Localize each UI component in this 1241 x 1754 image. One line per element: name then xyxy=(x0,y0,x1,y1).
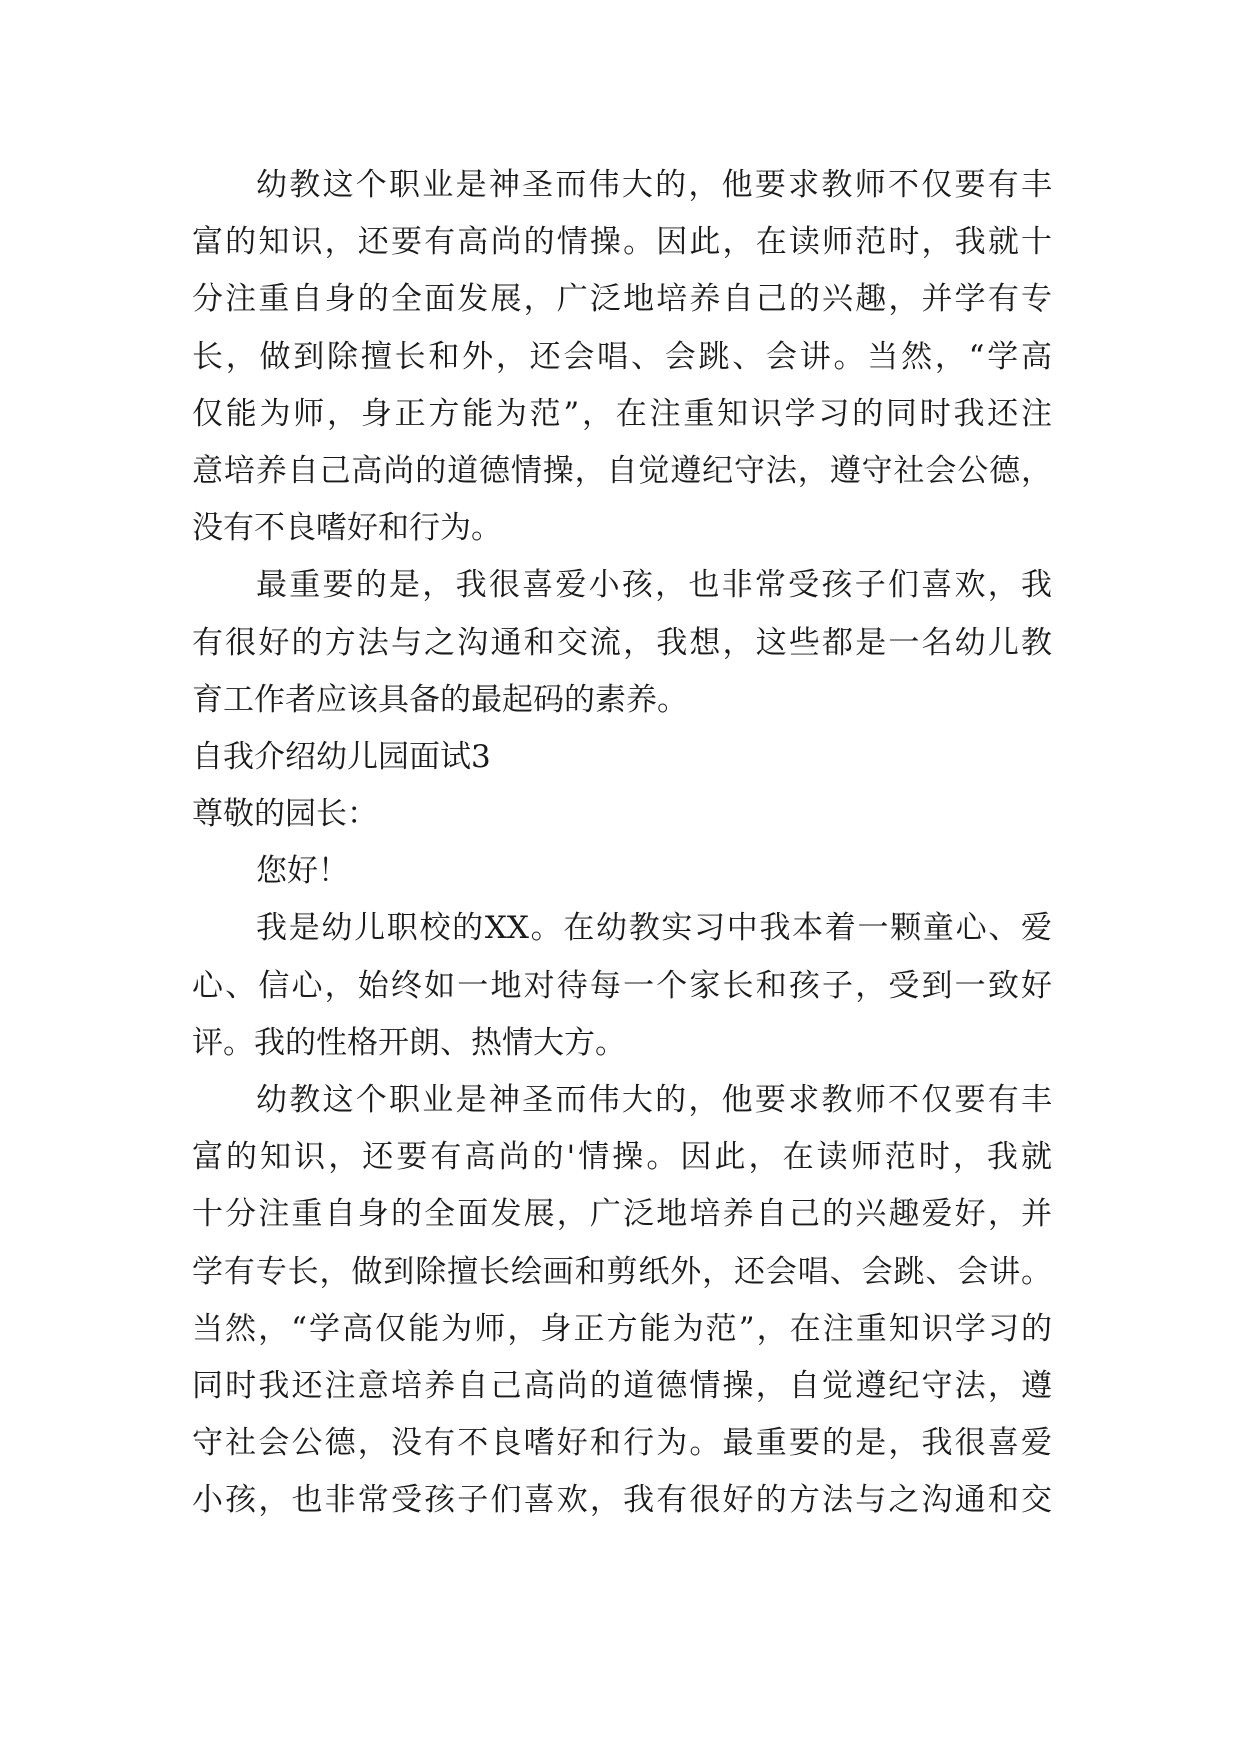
text-line: 仅能为师，身正方能为范”，在注重知识学习的同时我还注 xyxy=(192,395,1052,432)
section-heading xyxy=(192,729,1052,786)
text-line: 长，做到除擅长和外，还会唱、会跳、会讲。当然，“学高 xyxy=(192,338,1052,375)
text-line: 我是幼儿职校的XX。在幼教实习中我本着一颗童心、爱 xyxy=(256,910,1052,947)
text-line: 富的知识，还要有高尚的'情操。因此，在读师范时，我就 xyxy=(192,1139,1052,1176)
text-line: 幼教这个职业是神圣而伟大的，他要求教师不仅要有丰 xyxy=(256,167,1052,203)
text-line: 守社会公德，没有不良嗜好和行为。最重要的是，我很喜爱 xyxy=(192,1425,1052,1462)
text-line: 小孩，也非常受孩子们喜欢，我有很好的方法与之沟通和交 xyxy=(192,1482,1052,1519)
document-body xyxy=(192,157,1052,1530)
text-line: 评。我的性格开朗、热情大方。 xyxy=(192,1024,626,1061)
salutation-text: 尊敬的园长： xyxy=(192,796,378,833)
text-line: 育工作者应该具备的最起码的素养。 xyxy=(192,681,688,718)
paragraph-1 xyxy=(192,157,1052,557)
text-line: 学有专长，做到除擅长绘画和剪纸外，还会唱、会跳、会讲。 xyxy=(192,1253,1052,1290)
text-line: 意培养自己高尚的道德情操，自觉遵纪守法，遵守社会公德， xyxy=(192,452,1052,489)
text-line: 当然，“学高仅能为师，身正方能为范”，在注重知识学习的 xyxy=(192,1310,1052,1347)
text-line: 富的知识，还要有高尚的情操。因此，在读师范时，我就十 xyxy=(192,224,1052,261)
text-line: 没有不良嗜好和行为。 xyxy=(192,510,502,547)
text-line: 有很好的方法与之沟通和交流，我想，这些都是一名幼儿教 xyxy=(192,624,1052,661)
paragraph-3 xyxy=(192,900,1052,1072)
greeting xyxy=(192,843,1052,900)
text-line: 十分注重自身的全面发展，广泛地培养自己的兴趣爱好，并 xyxy=(192,1196,1052,1233)
paragraph-2 xyxy=(192,557,1052,729)
text-line: 幼教这个职业是神圣而伟大的，他要求教师不仅要有丰 xyxy=(256,1082,1052,1118)
salutation xyxy=(192,786,1052,843)
text-line: 心、信心，始终如一地对待每一个家长和孩子，受到一致好 xyxy=(192,967,1052,1004)
paragraph-4 xyxy=(192,1072,1052,1530)
heading-text: 自我介绍幼儿园面试3 xyxy=(192,738,491,775)
text-line: 最重要的是，我很喜爱小孩，也非常受孩子们喜欢，我 xyxy=(256,567,1052,604)
text-line: 同时我还注意培养自己高尚的道德情操，自觉遵纪守法，遵 xyxy=(192,1367,1052,1404)
text-line: 分注重自身的全面发展，广泛地培养自己的兴趣，并学有专 xyxy=(192,281,1052,318)
greeting-text: 您好！ xyxy=(256,853,349,890)
